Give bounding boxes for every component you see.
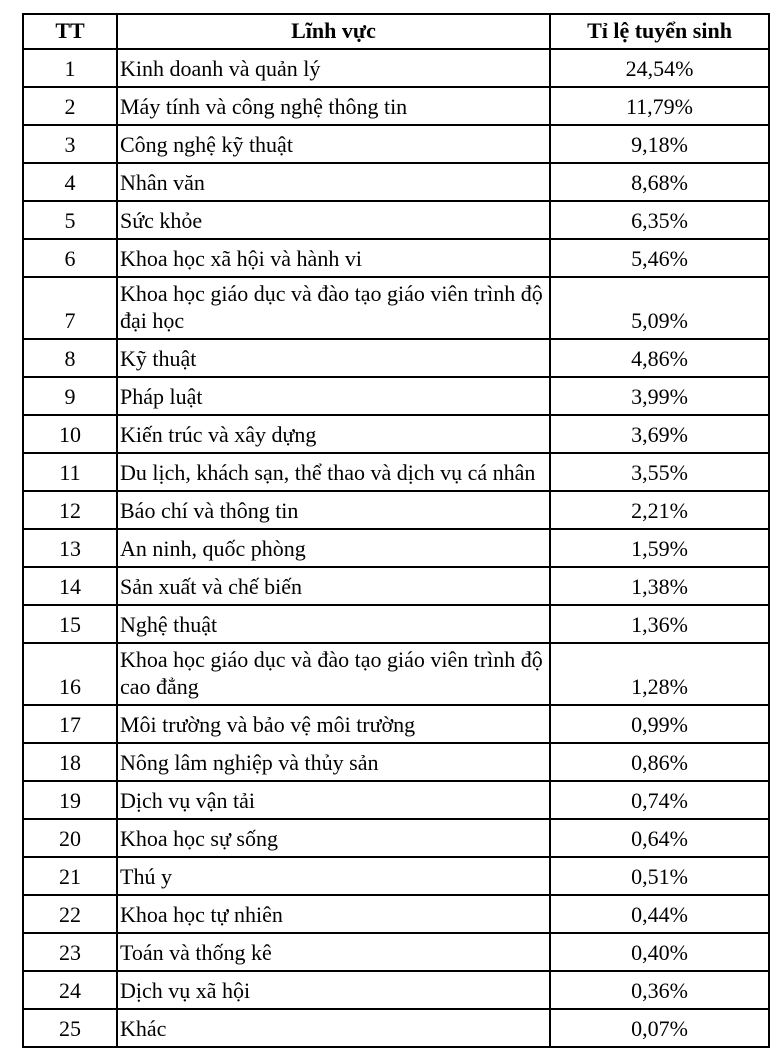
field-name-cell: Khoa học sự sống bbox=[117, 819, 550, 857]
row-number-cell: 22 bbox=[23, 895, 117, 933]
header-row bbox=[23, 14, 769, 49]
rate-value-cell: 3,55% bbox=[550, 453, 769, 491]
header-rate: Tỉ lệ tuyển sinh bbox=[550, 14, 769, 49]
field-name-cell: Môi trường và bảo vệ môi trường bbox=[117, 705, 550, 743]
table-row bbox=[23, 277, 769, 339]
field-name-cell: Kiến trúc và xây dựng bbox=[117, 415, 550, 453]
table-row bbox=[23, 781, 769, 819]
table-row bbox=[23, 49, 769, 87]
table-row bbox=[23, 605, 769, 643]
row-number-cell: 19 bbox=[23, 781, 117, 819]
table-row bbox=[23, 339, 769, 377]
table-row bbox=[23, 529, 769, 567]
rate-value-cell: 8,68% bbox=[550, 163, 769, 201]
rate-value-cell: 4,86% bbox=[550, 339, 769, 377]
row-number-cell: 5 bbox=[23, 201, 117, 239]
rate-value-cell: 0,51% bbox=[550, 857, 769, 895]
row-number-cell: 10 bbox=[23, 415, 117, 453]
rate-value-cell: 5,09% bbox=[550, 277, 769, 339]
row-number-cell: 12 bbox=[23, 491, 117, 529]
table-row bbox=[23, 819, 769, 857]
rate-value-cell: 24,54% bbox=[550, 49, 769, 87]
row-number-cell: 20 bbox=[23, 819, 117, 857]
table-row bbox=[23, 377, 769, 415]
field-name-cell: Khoa học giáo dục và đào tạo giáo viên trình độ đại học bbox=[117, 277, 550, 339]
row-number-cell: 6 bbox=[23, 239, 117, 277]
rate-value-cell: 0,36% bbox=[550, 971, 769, 1009]
rate-value-cell: 3,69% bbox=[550, 415, 769, 453]
field-name-cell: An ninh, quốc phòng bbox=[117, 529, 550, 567]
table-body bbox=[23, 49, 769, 1047]
field-name-cell: Báo chí và thông tin bbox=[117, 491, 550, 529]
field-name-cell: Thú y bbox=[117, 857, 550, 895]
field-name-cell: Sản xuất và chế biến bbox=[117, 567, 550, 605]
rate-value-cell: 1,38% bbox=[550, 567, 769, 605]
rate-value-cell: 0,40% bbox=[550, 933, 769, 971]
header-tt: TT bbox=[23, 14, 117, 49]
row-number-cell: 23 bbox=[23, 933, 117, 971]
field-name-cell: Máy tính và công nghệ thông tin bbox=[117, 87, 550, 125]
rate-value-cell: 1,36% bbox=[550, 605, 769, 643]
table-row bbox=[23, 239, 769, 277]
field-name-cell: Dịch vụ xã hội bbox=[117, 971, 550, 1009]
row-number-cell: 2 bbox=[23, 87, 117, 125]
field-name-cell: Công nghệ kỹ thuật bbox=[117, 125, 550, 163]
row-number-cell: 16 bbox=[23, 643, 117, 705]
field-name-cell: Khoa học tự nhiên bbox=[117, 895, 550, 933]
field-name-cell: Dịch vụ vận tải bbox=[117, 781, 550, 819]
field-name-cell: Toán và thống kê bbox=[117, 933, 550, 971]
table-row bbox=[23, 163, 769, 201]
rate-value-cell: 9,18% bbox=[550, 125, 769, 163]
field-name-cell: Khác bbox=[117, 1009, 550, 1047]
table-row bbox=[23, 971, 769, 1009]
rate-value-cell: 2,21% bbox=[550, 491, 769, 529]
table-row bbox=[23, 125, 769, 163]
field-name-cell: Nghệ thuật bbox=[117, 605, 550, 643]
field-name-cell: Nhân văn bbox=[117, 163, 550, 201]
table-header bbox=[23, 14, 769, 49]
rate-value-cell: 6,35% bbox=[550, 201, 769, 239]
field-name-cell: Pháp luật bbox=[117, 377, 550, 415]
field-name-cell: Khoa học xã hội và hành vi bbox=[117, 239, 550, 277]
table-row bbox=[23, 895, 769, 933]
row-number-cell: 4 bbox=[23, 163, 117, 201]
rate-value-cell: 0,44% bbox=[550, 895, 769, 933]
rate-value-cell: 1,59% bbox=[550, 529, 769, 567]
table-row bbox=[23, 567, 769, 605]
table-row bbox=[23, 87, 769, 125]
table-row bbox=[23, 201, 769, 239]
row-number-cell: 8 bbox=[23, 339, 117, 377]
row-number-cell: 17 bbox=[23, 705, 117, 743]
field-name-cell: Du lịch, khách sạn, thể thao và dịch vụ cá nhân bbox=[117, 453, 550, 491]
row-number-cell: 11 bbox=[23, 453, 117, 491]
header-field: Lĩnh vực bbox=[117, 14, 550, 49]
row-number-cell: 1 bbox=[23, 49, 117, 87]
row-number-cell: 3 bbox=[23, 125, 117, 163]
table-row bbox=[23, 743, 769, 781]
rate-value-cell: 0,86% bbox=[550, 743, 769, 781]
row-number-cell: 24 bbox=[23, 971, 117, 1009]
row-number-cell: 25 bbox=[23, 1009, 117, 1047]
enrollment-table bbox=[22, 13, 770, 1048]
rate-value-cell: 0,07% bbox=[550, 1009, 769, 1047]
field-name-cell: Nông lâm nghiệp và thủy sản bbox=[117, 743, 550, 781]
table-row bbox=[23, 415, 769, 453]
row-number-cell: 15 bbox=[23, 605, 117, 643]
table-row bbox=[23, 705, 769, 743]
rate-value-cell: 0,64% bbox=[550, 819, 769, 857]
row-number-cell: 9 bbox=[23, 377, 117, 415]
row-number-cell: 14 bbox=[23, 567, 117, 605]
table-row bbox=[23, 857, 769, 895]
field-name-cell: Kỹ thuật bbox=[117, 339, 550, 377]
rate-value-cell: 0,99% bbox=[550, 705, 769, 743]
field-name-cell: Kinh doanh và quản lý bbox=[117, 49, 550, 87]
row-number-cell: 13 bbox=[23, 529, 117, 567]
row-number-cell: 18 bbox=[23, 743, 117, 781]
field-name-cell: Khoa học giáo dục và đào tạo giáo viên trình độ cao đẳng bbox=[117, 643, 550, 705]
table-row bbox=[23, 491, 769, 529]
rate-value-cell: 1,28% bbox=[550, 643, 769, 705]
rate-value-cell: 5,46% bbox=[550, 239, 769, 277]
table-row bbox=[23, 643, 769, 705]
rate-value-cell: 11,79% bbox=[550, 87, 769, 125]
field-name-cell: Sức khỏe bbox=[117, 201, 550, 239]
row-number-cell: 21 bbox=[23, 857, 117, 895]
rate-value-cell: 0,74% bbox=[550, 781, 769, 819]
table-row bbox=[23, 453, 769, 491]
table-row bbox=[23, 933, 769, 971]
table-row bbox=[23, 1009, 769, 1047]
row-number-cell: 7 bbox=[23, 277, 117, 339]
rate-value-cell: 3,99% bbox=[550, 377, 769, 415]
